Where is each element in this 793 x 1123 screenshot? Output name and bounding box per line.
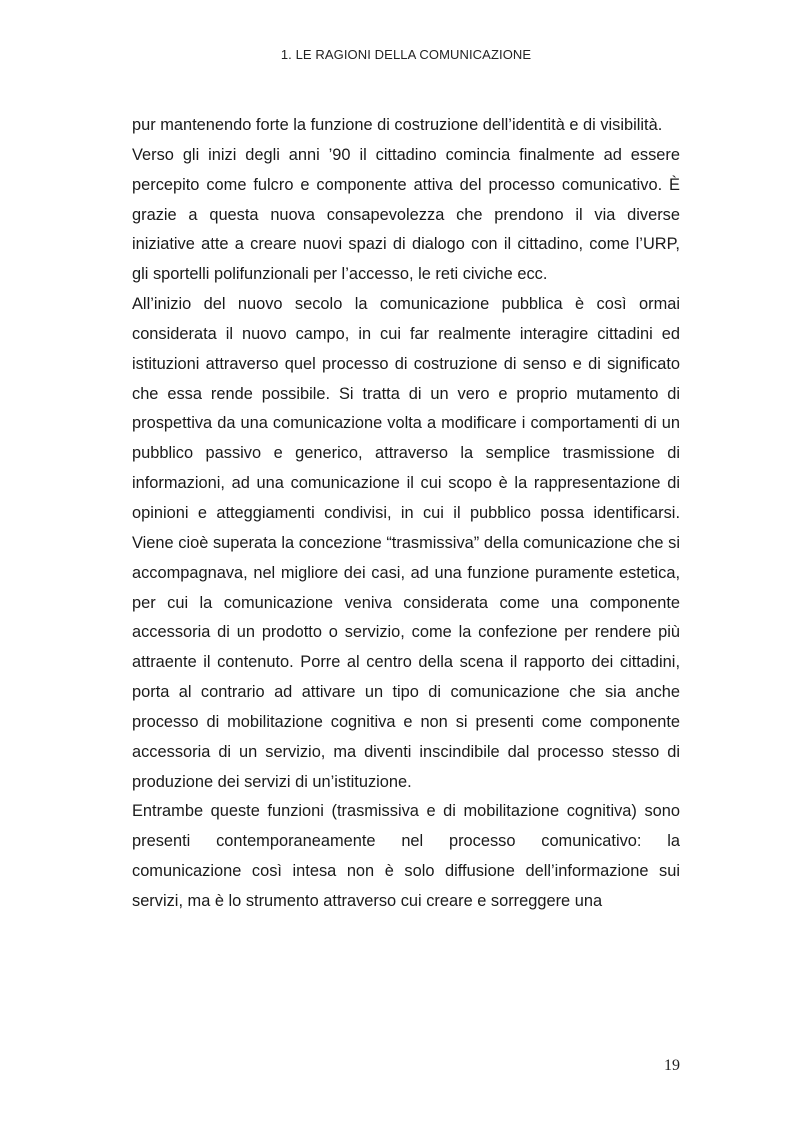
paragraph-3: All’inizio del nuovo secolo la comunicazione pubblica è così ormai considerata il nuovo campo, in cui far realmente interagire cittadini ed istituzioni attraverso quel processo di costruzione di senso e di significato che essa rende possibile. Si tratta di un vero e proprio mutamento di prospettiva da una comunicazione volta a modificare i comportamenti di un pubblico passivo e generico, attraverso la semplice trasmissione di informazioni, ad una comunicazione il cui scopo è la rappresentazione di opinioni e atteggiamenti condivisi, in cui il pubblico possa identificarsi. Viene cioè superata la concezione “trasmissiva” della comunicazione che si accompagnava, nel migliore dei casi, ad una funzione puramente estetica, per cui la comunicazione veniva considerata come una componente accessoria di un prodotto o servizio, come la confezione per rendere più attraente il contenuto. Porre al centro della scena il rapporto dei cittadini, porta al contrario ad attivare un tipo di comunicazione che sia anche processo di mobilitazione cognitiva e non si presenti come componente accessoria di un servizio, ma diventi inscindibile dal processo stesso di produzione dei servizi di un’istituzione.	[132, 295, 680, 791]
body-text	[132, 111, 680, 917]
running-header: 1. LE RAGIONI DELLA COMUNICAZIONE	[280, 47, 532, 62]
paragraph-1: pur mantenendo forte la funzione di costruzione dell’identità e di visibilità.	[132, 116, 663, 134]
page-number: 19	[664, 1057, 680, 1074]
paragraph-4: Entrambe queste funzioni (trasmissiva e di mobilitazione cognitiva) sono presenti contemporaneamente nel processo comunicativo: la comunicazione così intesa non è solo diffusione dell’informazione sui servizi, ma è lo strumento attraverso cui creare e sorreggere una	[132, 802, 680, 910]
paragraph-2: Verso gli inizi degli anni ’90 il cittadino comincia finalmente ad essere percepito come fulcro e componente attiva del processo comunicativo. È grazie a questa nuova consapevolezza che prendono il via diverse iniziative atte a creare nuovi spazi di dialogo con il cittadino, come l’URP, gli sportelli polifunzionali per l’accesso, le reti civiche ecc.	[132, 145, 680, 284]
